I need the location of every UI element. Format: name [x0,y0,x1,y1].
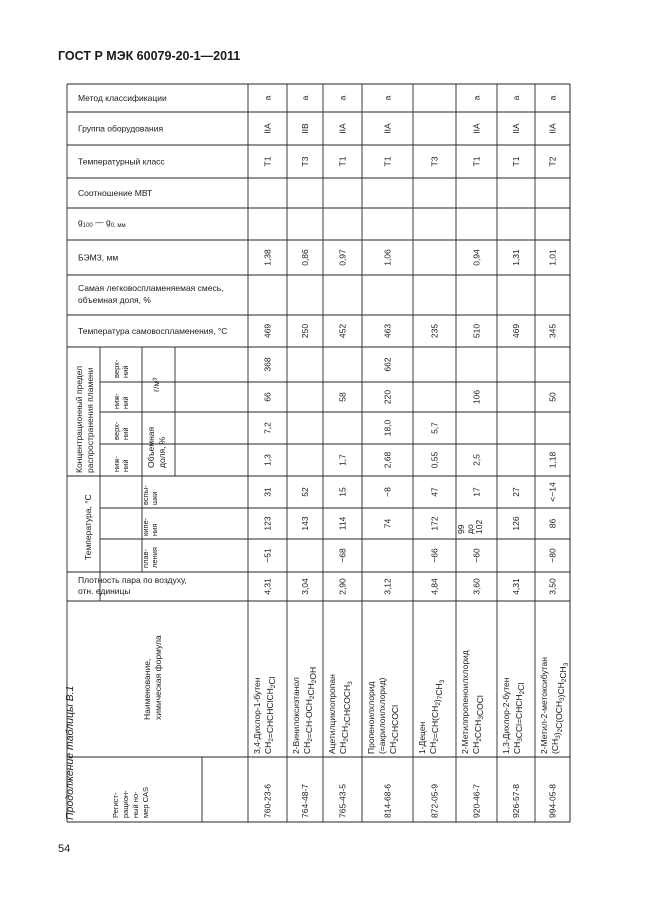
group-value-4: IIA [382,123,393,134]
mass-upper-value-4: 662 [382,357,393,372]
mesg-value-3: 0,97 [337,249,348,266]
label-vapor-density-line2: отн. единицы [78,586,131,596]
label-method: Метод классификации [78,93,167,103]
substance-name-1: 3,4-Дихлор-1-бутен [252,677,262,754]
autoignition-value-3: 452 [337,323,348,339]
page-number: 54 [58,843,71,855]
boil-value-7: 126 [511,516,521,531]
vapor-density-value-3: 2,90 [337,578,348,595]
melt-value-8: −80 [547,548,558,563]
mass-lower-value-1: 66 [262,392,273,402]
label-mass-upper: ний [121,365,130,378]
substance-formula-2: $CH_2=CH-OCH_2CH_2OH$ [302,666,318,754]
boil-value-1: 123 [262,516,273,531]
autoignition-value-4: 463 [382,323,393,339]
group-value-7: IIA [511,123,521,134]
mesg-value-7: 1,31 [511,249,521,266]
substance-name-8: 2-Метил-2-метоксибутан [539,657,549,754]
mesg-value-8: 1,01 [547,249,558,266]
autoignition-value-1: 469 [262,323,273,339]
label-mass-lower: ний [121,396,130,409]
label-melt: плав- [141,548,150,568]
substance-name-5: 1-Децен [417,721,427,754]
mass-lower-value-8: 50 [547,392,558,402]
autoignition-value-8: 345 [547,323,558,339]
vol-lower-value-8: 1,18 [547,451,558,469]
group-value-6: IIA [471,123,482,134]
vapor-density-value-6: 3,60 [471,578,482,595]
flash-value-1: 31 [262,487,273,497]
substance-name-4: (=акрилоилхлорид) [377,677,387,754]
mass-upper-value-1: 368 [262,357,273,372]
boil-value-3: 114 [337,516,348,531]
autoignition-value-2: 250 [300,323,310,339]
mesg-value-1: 1,38 [262,249,273,266]
label-cas: Регист- [111,792,120,818]
label-temperature-class: Температурный класс [78,156,165,167]
temp-class-value-5: T3 [429,156,440,167]
flash-value-5: 47 [429,487,440,497]
vol-lower-value-1: 1,3 [262,454,273,466]
temp-class-value-6: T1 [471,156,482,167]
temp-class-value-8: T2 [547,156,558,167]
vol-upper-value-5: 5,7 [429,422,440,434]
table-continuation-label: Продолжение таблицы В.1 [64,685,76,820]
vapor-density-value-7: 4,31 [511,578,521,595]
vapor-density-value-1: 4,31 [262,578,273,595]
method-value-1: а [262,95,273,101]
temp-class-value-7: T1 [511,156,521,167]
substance-formula-7: $CH_3CCl=CHCH_2Cl$ [512,682,526,754]
cas-number-7: 926-57-8 [511,783,521,818]
vol-lower-value-4: 2,68 [382,451,393,469]
substance-name-6: 2-Метилпропеноилхлорид [460,650,470,754]
boil-value-2: 143 [300,516,310,531]
label-name-formula: Наименование, [142,658,152,720]
temp-class-value-4: T1 [382,156,393,167]
vol-lower-value-3: 1,7 [337,454,348,466]
flash-value-2: 52 [300,487,310,497]
melt-value-6: −60 [471,548,482,563]
label-flammability-group: распространения пламени [85,367,95,473]
cas-number-5: 872-05-9 [429,783,440,818]
boil-value-6: 102 [474,519,484,534]
label-mesg: БЭМЗ, мм [78,252,119,263]
vapor-density-value-8: 3,50 [547,578,558,595]
substance-name-7: 1,3-Дихлор-2-бутен [501,677,511,754]
substance-formula-1: $CH_2=CHCHClCH_2Cl$ [263,676,277,754]
group-value-8: IIA [547,123,558,134]
label-name-formula: химическая формула [153,635,163,720]
mass-lower-value-3: 58 [337,392,348,402]
label-cas: мер CAS [141,786,150,818]
mass-lower-value-4: 220 [382,389,393,405]
label-mass-units: г/м³ [151,377,161,392]
cas-number-4: 814-68-6 [382,783,393,818]
method-value-8: а [547,95,558,101]
substance-formula-6: $CH_2CCH_3COCl$ [471,695,485,754]
boil-value-4: 74 [382,518,393,529]
flash-value-3: 15 [337,487,348,497]
melt-value-1: −51 [262,548,273,563]
label-flash: шки [150,491,159,505]
boil-value-6: до [465,524,475,534]
label-volume-units: Объемная [146,426,156,468]
label-cas: рацион- [121,790,130,818]
label-boil: ния [150,523,159,536]
mass-lower-value-6: 106 [471,389,482,405]
flash-value-7: 27 [511,487,521,497]
vapor-density-value-5: 4,84 [429,578,440,595]
substance-formula-5: $CH_2=CH(CH_2)_7CH_3$ [428,679,446,754]
label-vol-lower: ний [121,459,130,472]
method-value-2: а [300,95,310,101]
label-temperature-group: Температура, °C [83,494,93,560]
method-value-3: а [337,95,348,101]
melt-value-3: −68 [337,548,348,563]
substance-formula-8: $(CH_3)_2C(OCH_3)CH_2CH_3$ [550,662,570,754]
temp-class-value-1: T1 [262,156,273,167]
method-value-4: а [382,95,393,101]
substance-name-2: 2-Винилоксиэтанол [291,677,301,754]
boil-value-8: 86 [547,518,558,529]
melt-value-5: −66 [429,548,440,563]
vapor-density-value-2: 3,04 [300,578,310,595]
label-cas: ный но- [131,791,140,818]
label-g-ratio: $g_{100}$ — $g_{0, мм}$ [78,217,126,229]
cas-number-8: 994-05-8 [547,783,558,818]
label-vol-lower: ниж- [112,456,121,472]
label-volume-units: доля, % [157,436,167,468]
label-vol-upper: ний [121,427,130,440]
mesg-value-2: 0,86 [300,249,310,266]
autoignition-value-5: 235 [429,323,440,339]
substance-formula-4: $CH_2CHCOCl$ [388,705,400,754]
vol-lower-value-5: 0,55 [429,451,440,469]
group-value-1: IIA [262,123,273,134]
cas-number-2: 764-48-7 [300,783,310,818]
cas-number-3: 765-43-5 [337,783,348,818]
label-vol-upper: верх- [112,421,121,440]
temp-class-value-2: T3 [300,156,310,167]
label-mass-lower: ниж- [112,393,121,409]
autoignition-value-7: 469 [511,323,521,339]
vol-upper-value-4: 18,0 [382,419,393,437]
label-boil: кипе- [141,517,150,536]
cas-number-1: 760-23-6 [262,783,273,818]
flash-value-4: −8 [382,487,393,497]
label-mesg-ratio: Соотношение МВТ [78,188,153,198]
label-flash: вспы- [141,485,150,505]
autoignition-value-6: 510 [471,323,482,339]
label-vapor-density-line1: Плотность пара по воздуху, [78,575,187,585]
method-value-6: а [471,95,482,101]
vol-lower-value-6: 2,5 [471,454,482,466]
label-equipment-group: Группа оборудования [78,123,164,134]
label-most-flammable-line1: Самая легковоспламеняемая смесь, [78,283,224,293]
cas-number-6: 920-46-7 [471,783,482,818]
substance-name-3: Ацетилциклопропан [327,674,337,754]
label-autoignition: Температура самовоспламенения, °C [78,326,228,336]
vol-upper-value-1: 7,2 [262,422,273,434]
boil-value-6: 99 [456,524,466,534]
boil-value-5: 172 [429,516,440,531]
flash-value-8: <−14 [547,482,558,502]
mesg-value-4: 1,06 [382,249,393,266]
substance-formula-3: $CH_2CH_2CHCOCH_3$ [338,681,354,754]
method-value-7: а [511,95,521,101]
document-code: ГОСТ Р МЭК 60079-20-1—2011 [58,49,241,63]
vapor-density-value-4: 3,12 [382,578,393,595]
label-most-flammable-line2: объемная доля, % [78,295,151,305]
temp-class-value-3: T1 [337,156,348,167]
label-mass-upper: верх- [112,359,121,378]
substance-name-4: Пропеноилхлорид [366,681,376,754]
label-melt: ления [150,547,159,568]
group-value-2: IIB [300,123,310,134]
label-flammability-group: Концентрационный предел [74,365,84,473]
flash-value-6: 17 [471,487,482,497]
group-value-3: IIA [337,123,348,134]
mesg-value-6: 0,94 [471,249,482,266]
